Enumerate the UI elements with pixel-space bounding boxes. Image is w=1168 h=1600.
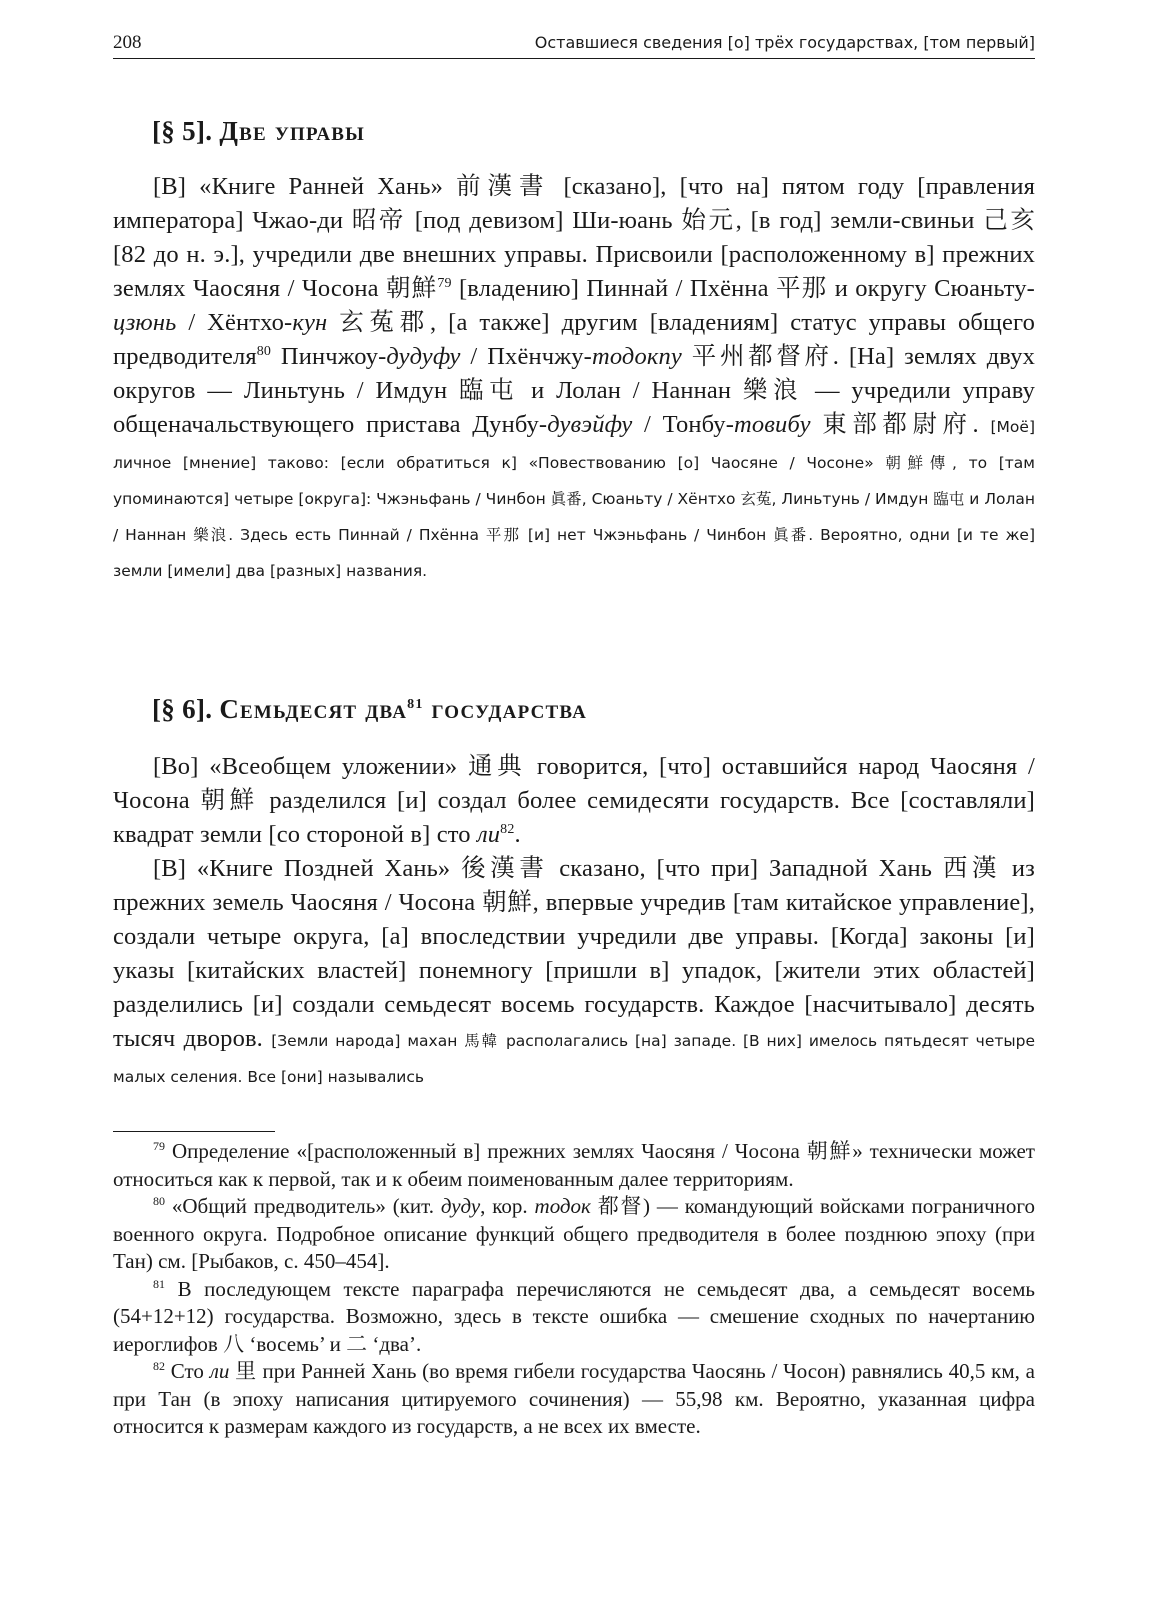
- footnote-rule: [113, 1131, 275, 1132]
- text-run: Пинчжоу-: [271, 343, 387, 370]
- italic-run: цзюнь: [113, 309, 177, 336]
- italic-run: тодокпу: [592, 343, 682, 370]
- section-5-number: [§ 5].: [152, 116, 213, 146]
- running-title: Оставшиеся сведения [о] трёх государствах, [том первый]: [534, 33, 1035, 52]
- section-5-title: Две управы: [219, 116, 365, 146]
- footnote-number: 79: [153, 1139, 165, 1153]
- italic-run: кун: [292, 309, 328, 336]
- section-6-body: [113, 750, 1035, 1094]
- running-head: [113, 32, 1035, 54]
- text-run: [В] «Книге Ранней Хань» 前漢書 [сказано], [что на] пятом году [правления императора] Чжао-ди 昭帝 [под девизом] Ши-юань 始元, [в год] земли-свиньи 己亥 [82 до н. э.], учредили две внешних управы. Присвоили [расположенному в] прежних землях Чаосяня / Чосона 朝鮮: [113, 173, 1035, 302]
- footnote-text: 里 при Ранней Хань (во время гибели государства Чаосянь / Чосон) равнялись 40,5 км, а при Тан (в эпоху написания цитируемого сочинения) — 55,98 км. Вероятно, указанная цифра относится к размерам каждого из государств, а не всех их вместе.: [113, 1359, 1036, 1438]
- italic-run: дуду: [440, 1194, 481, 1218]
- text-run: / Тонбу-: [632, 411, 735, 438]
- footnote-number: 82: [153, 1359, 165, 1373]
- footnote-ref-81: 81: [407, 697, 424, 712]
- text-run: [Во] «Всеобщем уложении» 通典 говорится, [что] оставшийся народ Чаосяня / Чосона 朝鮮 разделился [и] создал более семидесяти государств. Все [составляли] квадрат земли [со стороной в] сто: [113, 753, 1035, 848]
- title-run: Семьдесят два: [219, 694, 408, 724]
- footnote-81: [113, 1276, 1035, 1359]
- footnote-text: «Общий предводитель» (кит.: [165, 1194, 441, 1218]
- text-run: [В] «Книге Поздней Хань» 後漢書 сказано, [что при] Западной Хань 西漢 из прежних земель Чаосяня / Чосона 朝鮮, впервые учредив [там китайское управление], создали четыре округа, [а] впоследствии учредили две управы. [Когда] законы [и] указы [китайских властей] понемногу [пришли в] упадок, [жители этих областей] разделились [и] создали семьдесят восемь государств. Каждое [насчитывало] десять тысяч дворов.: [113, 855, 1035, 1052]
- footnote-text: В последующем тексте параграфа перечисляются не семьдесят два, а семьдесят восемь (54+12+12) государства. Возможно, здесь в тексте ошибка — смешение сходных по начертанию иероглифов 八 ‘восемь’ и 二 ‘два’.: [113, 1276, 1035, 1356]
- text-run: / Пхёнчжу-: [460, 343, 592, 370]
- italic-run: товибу: [734, 411, 811, 438]
- section-5-body: [113, 170, 1035, 588]
- section-6-number: [§ 6].: [152, 694, 213, 724]
- footnote-82: [113, 1358, 1035, 1441]
- italic-run: тодок: [534, 1194, 591, 1218]
- section-6-paragraph-1: [113, 750, 1035, 852]
- italic-run: дувэйфу: [547, 411, 633, 438]
- section-6-paragraph-2: [113, 852, 1035, 1094]
- footnote-79: [113, 1138, 1035, 1193]
- italic-run: ли: [209, 1359, 230, 1383]
- text-run: 東部都尉府.: [810, 411, 991, 438]
- page-number: 208: [113, 32, 142, 53]
- text-run: 平州都督府. [На] землях двух округов — Линьтунь / Имдун 臨屯 и Лолан / Наннан 樂浪 — учредили управу общеначальствующего пристава Дунбу-: [113, 343, 1035, 438]
- footnote-ref-79: 79: [437, 275, 452, 291]
- footnote-80: [113, 1193, 1035, 1276]
- header-rule: [113, 58, 1035, 59]
- text-run: [владению] Пиннай / Пхённа 平那 и округу Сюаньту-: [451, 275, 1035, 302]
- section-6-title: [219, 694, 587, 724]
- author-note: [Земли народа] махан 馬韓 располагались [на] западе. [В них] имелось пятьдесят четыре малых селения. Все [они] назывались: [113, 1032, 1036, 1086]
- footnote-text: , кор.: [480, 1194, 535, 1218]
- title-run: государства: [423, 694, 588, 724]
- footnote-ref-80: 80: [256, 343, 272, 359]
- footnote-text: Определение «[расположенный в] прежних землях Чаосяня / Чосона 朝鮮» технически может относиться как к первой, так и к обеим поименованным далее территориям.: [113, 1139, 1035, 1191]
- footnote-text: 都督) — командующий войсками пограничного военного округа. Подробное описание функций общего предводителя в более позднюю эпоху (при Тан) см. [Рыбаков, с. 450–454].: [113, 1194, 1036, 1273]
- text-run: / Хёнтхо-: [176, 309, 293, 336]
- footnotes: [113, 1138, 1035, 1441]
- section-5-paragraph: [113, 170, 1035, 588]
- section-5-heading: [152, 116, 365, 147]
- text-run: .: [514, 821, 521, 848]
- italic-run: дудуфу: [386, 343, 461, 370]
- text-run: 玄菟郡, [а также] другим [владениям] статус управы общего предводителя: [113, 309, 1035, 370]
- footnote-text: Сто: [165, 1359, 210, 1383]
- section-6-heading: [152, 694, 587, 725]
- author-note: [Моё] личное [мнение] таково: [если обратиться к] «Повествованию [о] Чаосяне / Чосоне» 朝鮮傳, то [там упоминаются] четыре [округа]: Чжэньфань / Чинбон 眞番, Сюаньту / Хёнтхо 玄菟, Линьтунь / Имдун 臨屯 и Лолан / Наннан 樂浪. Здесь есть Пиннай / Пхённа 平那 [и] нет Чжэньфань / Чинбон 眞番. Вероятно, одни [и те же] земли [имели] два [разных] названия.: [113, 418, 1035, 580]
- footnote-number: 80: [153, 1194, 165, 1208]
- italic-run: ли: [476, 821, 501, 848]
- footnote-ref-82: 82: [500, 821, 515, 837]
- footnote-number: 81: [153, 1276, 165, 1291]
